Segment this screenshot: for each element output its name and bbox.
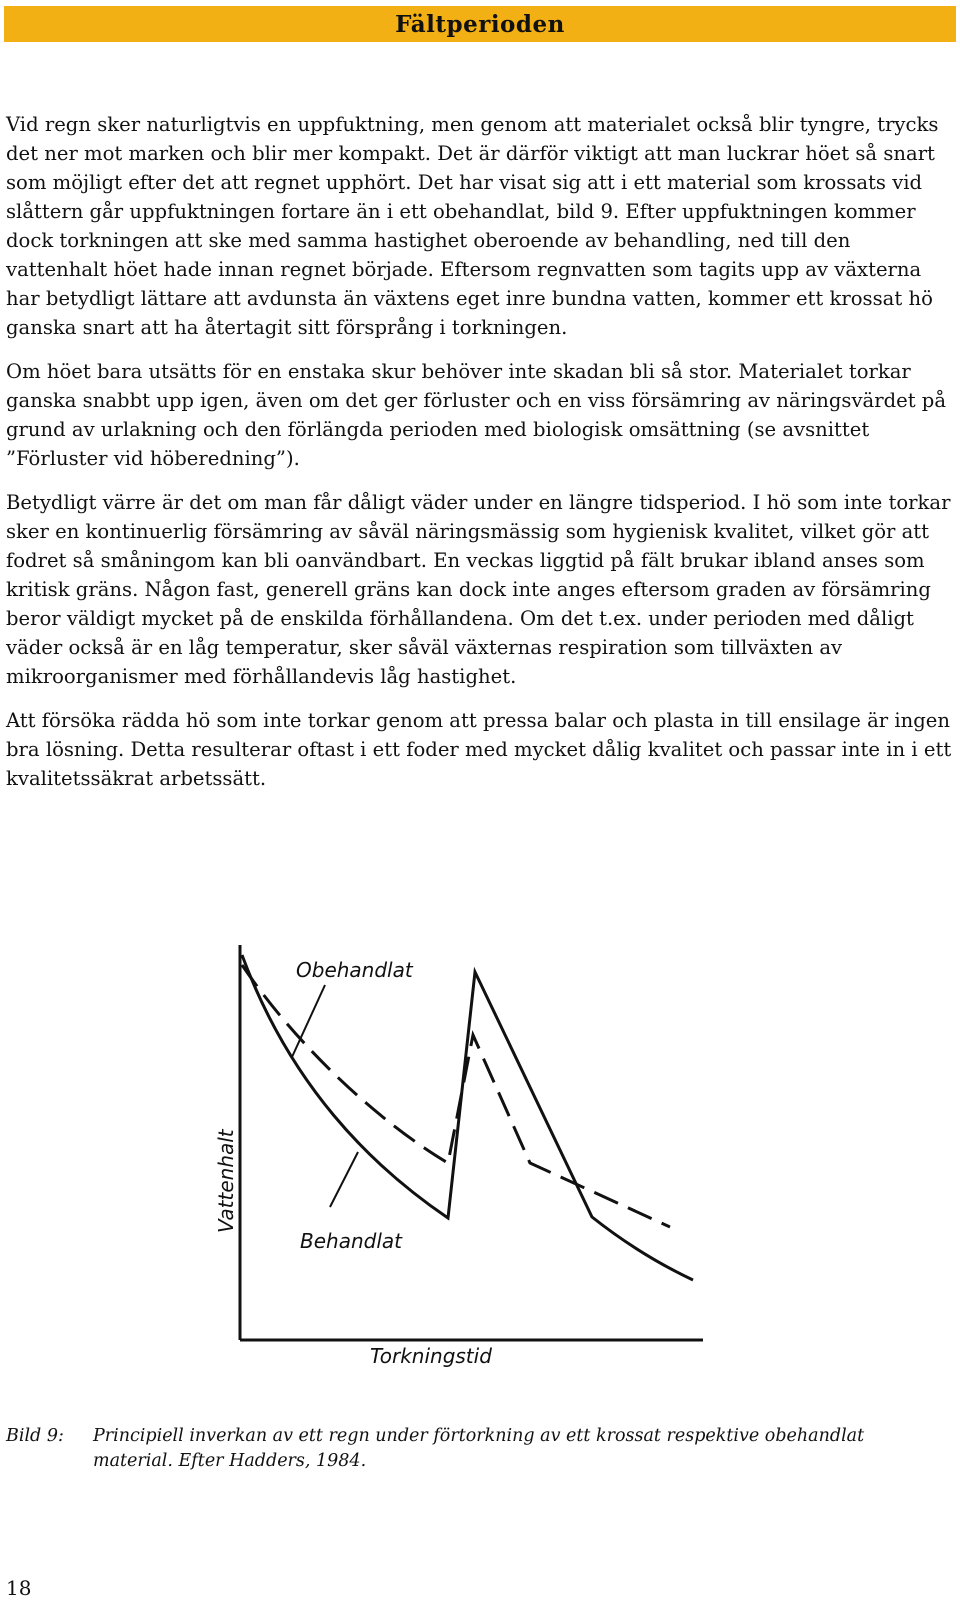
label-behandlat: Behandlat (300, 1229, 402, 1253)
paragraph-1: Vid regn sker naturligtvis en uppfuktning, men genom att materialet också blir tyngre, trycks det ner mot marken och blir mer kompakt. Det är därför viktigt att man luckrar höet så snart som möjligt efter det att regnet upphört. Det har visat sig att i ett material som krossats vid slåttern går uppfuktningen fortare än i ett obehandlat, bild 9. Efter uppfuktningen kommer dock torkningen att ske med samma hastighet oberoende av behandling, ned till den vattenhalt höet hade innan regnet började. Eftersom regnvatten som tagits upp av växterna har betydligt lättare att avdunsta än växtens eget inre bundna vatten, kommer ett krossat hö ganska snart att ha återtagit sitt försprång i torkningen. (6, 113, 939, 339)
page-number: 18 (6, 1576, 32, 1600)
paragraph-3: Betydligt värre är det om man får dåligt väder under en längre tidsperiod. I hö som inte torkar sker en kontinuerlig försämring av såväl näringsmässig som hygienisk kvalitet, vilket gör att fodret så småningom kan bli oanvändbart. En veckas liggtid på fält brukar ibland anses som kritisk gräns. Någon fast, generell gräns kan dock inte anges eftersom graden av försämring beror väldigt mycket på de enskilda förhållandena. Om det t.ex. under perioden med dåligt väder också är en låg temperatur, sker såväl växternas respiration som tillväxten av mikroorganismer med förhållandevis låg hastighet. (6, 491, 951, 688)
body-text (6, 110, 956, 808)
caption-label: Bild 9: (6, 1426, 64, 1446)
paragraph-4: Att försöka rädda hö som inte torkar genom att pressa balar och plasta in till ensilage är ingen bra lösning. Detta resulterar oftast i ett foder med mycket dålig kvalitet och passar inte in i ett kvalitetssäkrat arbetssätt. (6, 709, 952, 790)
drying-diagram (200, 945, 720, 1415)
caption-text: Principiell inverkan av ett regn under förtorkning av ett krossat respektive obehandlat material. Efter Hadders, 1984. (93, 1426, 865, 1471)
drying-figure (200, 945, 720, 1415)
x-axis-label: Torkningstid (370, 1344, 492, 1368)
y-axis-label: Vattenhalt (214, 1129, 238, 1233)
behandlat-leader (330, 1152, 358, 1207)
obehandlat-leader (292, 985, 325, 1057)
figure-caption (6, 1424, 946, 1474)
section-title: Fältperioden (395, 10, 565, 38)
label-obehandlat: Obehandlat (296, 958, 413, 982)
paragraph-2: Om höet bara utsätts för en enstaka skur behöver inte skadan bli så stor. Materialet torkar ganska snabbt upp igen, även om det ger förluster och en viss försämring av näringsvärdet på grund av urlakning och den förlängda perioden med biologisk omsättning (se avsnittet ”Förluster vid höberedning”). (6, 360, 947, 470)
obehandlat-curve (242, 965, 670, 1227)
section-header-bar (4, 6, 956, 42)
